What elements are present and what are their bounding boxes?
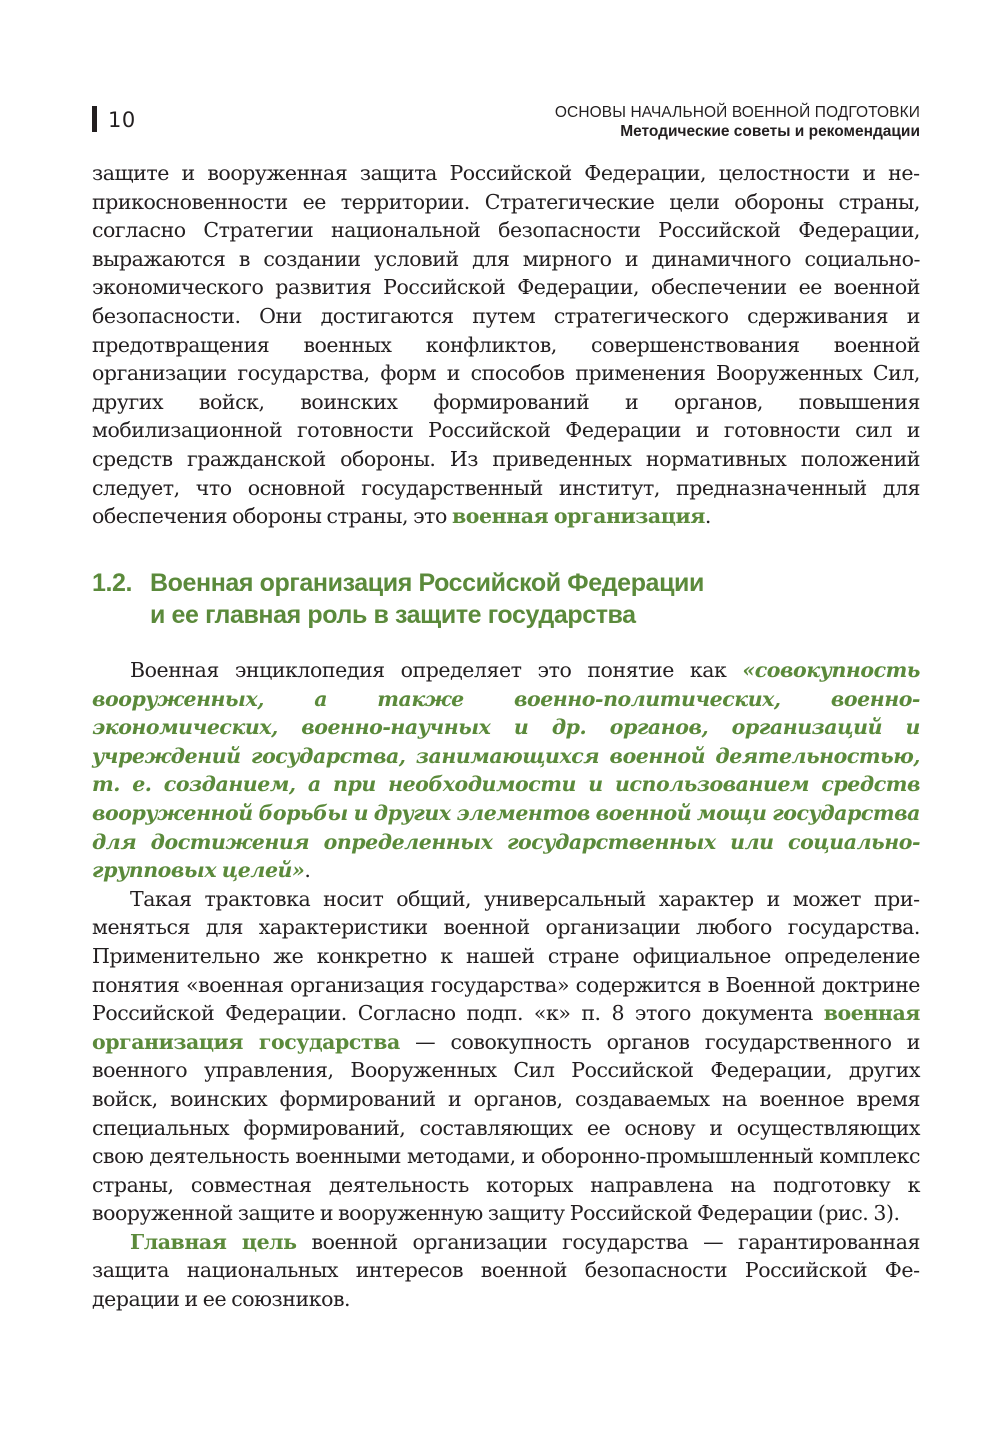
book-title: ОСНОВЫ НАЧАЛЬНОЙ ВОЕННОЙ ПОДГОТОВКИ [554, 104, 920, 121]
paragraph-encyclopedia-definition [92, 656, 920, 885]
paragraph1-lead: Военная энциклопедия определяет это понятие как [130, 658, 743, 682]
page-number-marker [92, 106, 97, 132]
book-subtitle: Методические советы и рекомендации [620, 123, 920, 140]
page-number: 10 [108, 108, 136, 132]
section-number: 1.2. [92, 569, 133, 597]
encyclopedia-quote: «совокупность вооруженных, а также военно-политических, военно-экономических, военно-научных и др. органов, организаций и учреждений государства, занимающихся военной деятельностью, т. е. созданием, а при необходимости и использованием средств вооруженной борьбы и других элементов военной мощи государства для достижения определенных государственных или социально-групповых целей» [92, 658, 920, 883]
paragraph2-lead: Такая трактовка носит общий, универсальный характер и может применяться для характеристики военной организации любого государства. Применительно же конкретно к нашей стране официальное определение понятия «военная организация государства» содержится в Военной доктрине Российской Федерации. Согласно подп. «к» п. 8 этого документа [92, 886, 920, 1026]
paragraph-main-goal [92, 1228, 920, 1314]
section-title-line2: и ее главная роль в защите государства [150, 601, 636, 629]
paragraph2-rest: — совокупность органов государственного и военного управления, Вооруженных Сил Российской Федерации, других войск, воинских формирований и органов, создаваемых на военное время специальных формирований, составляющих ее основу и осуществляющих свою деятельность военными методами, и оборонно-промышленный комплекс страны, совместная деятельность которых направлена на подготовку к вооруженной защите и вооруженную защиту Российской Федерации (рис. 3). [92, 1029, 920, 1226]
paragraph1-end: . [304, 858, 311, 883]
section-title-line1: Военная организация Российской Федерации [150, 569, 704, 597]
intro-text: защите и вооруженная защита Российской Федерации, целостности и неприкосновенности ее территории. Стратегические цели обороны страны, согласно Стратегии национальной безопасности Российской Федерации, выражаются в создании условий для мирного и динамичного социально-экономического развития Российской Федерации, обеспечении ее военной безопасности. Они достигаются путем стратегического сдерживания и предотвращения военных конфликтов, совершенствования военной организации государства, форм и способов применения Вооруженных Сил, других войск, воинских формирований и органов, повышения мобилизационной готовности Российской Федерации и готовности сил и средств гражданской обороны. Из приведенных нормативных положений следует, что основной государственный институт, предназначенный для обеспечения обороны страны, это [92, 161, 920, 529]
paragraph-doctrine-definition [92, 885, 920, 1228]
term-military-organization: военная организация [452, 504, 705, 529]
term-main-goal: Главная цель [130, 1229, 297, 1254]
intro-paragraph-block [92, 159, 920, 531]
intro-paragraph [92, 159, 920, 531]
paragraph3-rest: военной организации государства — гарантированная защита национальных интересов военной безопасности Российской Федерации и ее союзников. [92, 1229, 920, 1312]
term-state-military-organization: военная организация государства [92, 1001, 920, 1054]
running-header [555, 103, 920, 141]
section-heading [92, 567, 920, 631]
intro-end: . [704, 504, 711, 529]
main-text-block [92, 656, 920, 1314]
